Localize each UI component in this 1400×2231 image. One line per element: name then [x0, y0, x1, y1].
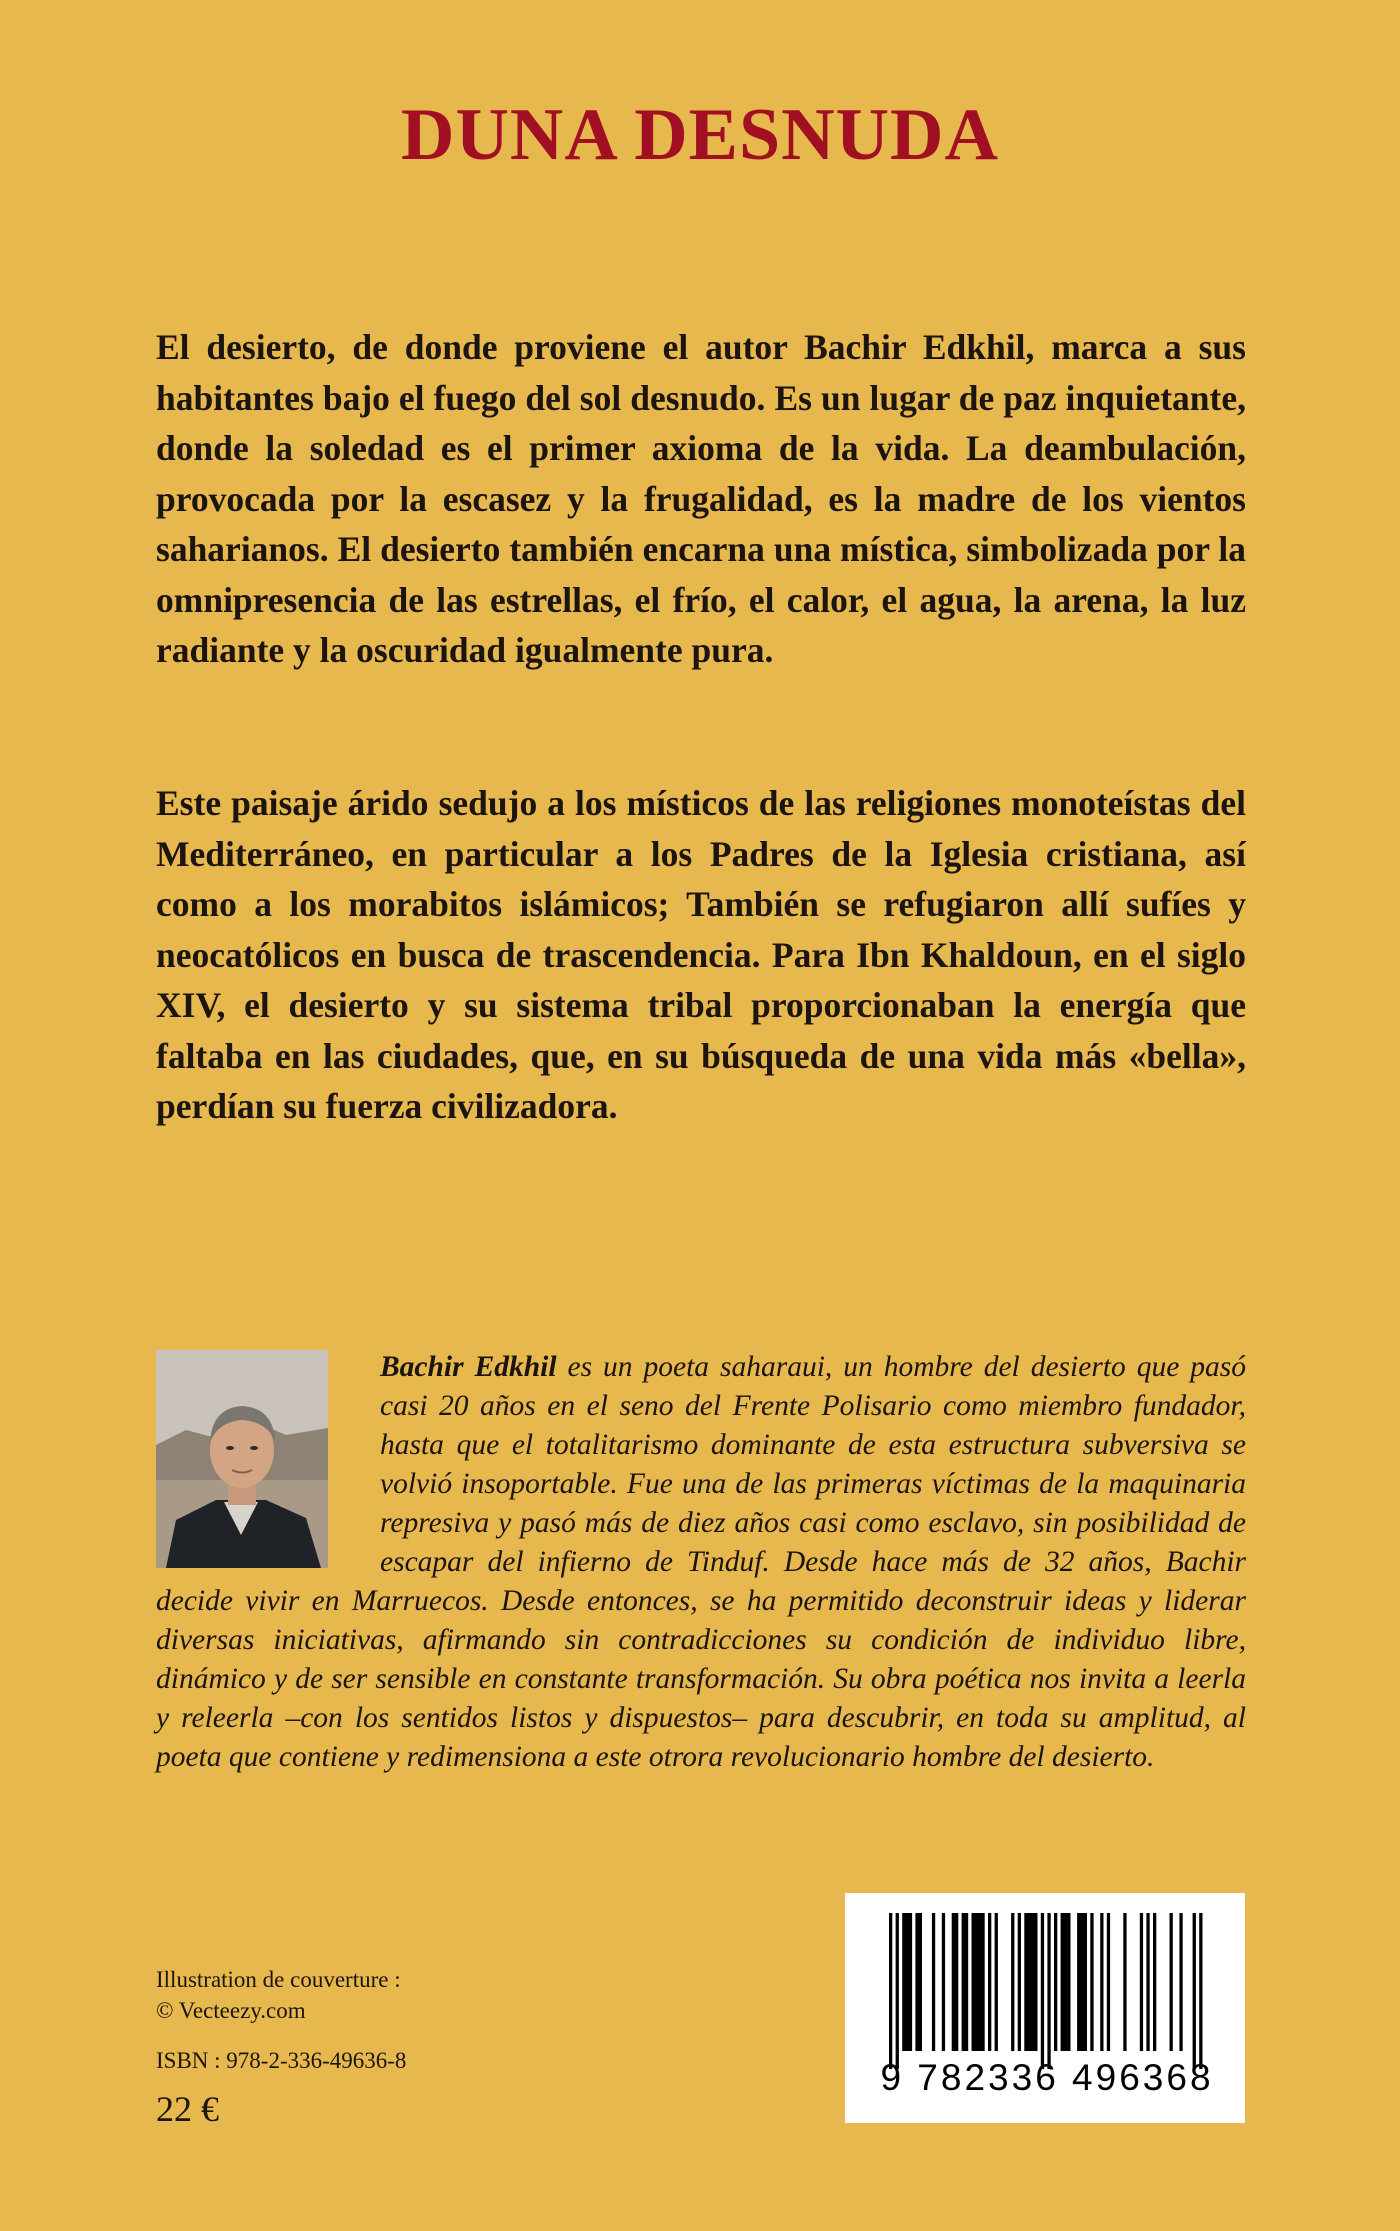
author-photo	[156, 1350, 328, 1568]
barcode-bar	[952, 1913, 959, 2051]
barcode-bar	[1011, 1913, 1014, 2051]
barcode-bar	[1061, 1913, 1071, 2051]
barcode-bar	[1107, 1913, 1110, 2051]
barcode-bar	[1193, 1913, 1196, 2069]
barcode-bar	[896, 1913, 899, 2069]
barcode-bar	[1047, 1913, 1050, 2069]
barcode	[845, 1893, 1245, 2123]
author-bio-text: es un poeta saharaui, un hombre del desierto que pasó casi 20 años en el seno del Frente Polisario como miembro fundador, hasta que el totalitarismo dominante de esta estructura subversiva se volvió insoportable. Fue una de las primeras víctimas de la maquinaria represiva y pasó más de diez años casi como esclavo, sin posibilidad de escapar del infierno de Tinduf. Desde hace más de 32 años, Bachir decide vivir en Marruecos. Desde entonces, se ha permitido deconstruir ideas y liderar diversas iniciativas, afirmando sin contradicciones su condición de individuo libre, dinámico y de ser sensible en constante transformación. Su obra poética nos invita a leerla y releerla –con los sentidos listos y dispuestos– para descubrir, en toda su amplitud, al poeta que contiene y redimensiona a este otrora revolucionario hombre del desierto.	[156, 1351, 1246, 1773]
author-name: Bachir Edkhil	[380, 1351, 557, 1383]
illustration-credit-label: Illustration de couverture :	[156, 1967, 401, 1992]
barcode-bar	[1123, 1913, 1126, 2051]
blurb-paragraph-2: Este paisaje árido sedujo a los místicos de las religiones monoteístas del Mediterráneo, en particular a los Padres de la Iglesia cristiana, así como a los morabitos islámicos; También se refugiaron allí sufíes y neocatólicos en busca de trascendencia. Para Ibn Khaldoun, en el siglo XIV, el desierto y su sistema tribal proporcionaban la energía que faltaba en las ciudades, que, en su búsqueda de una vida más «bella», perdían su fuerza civilizadora.	[156, 783, 1246, 1126]
barcode-bar	[988, 1913, 991, 2051]
barcode-bar	[1153, 1913, 1156, 2051]
book-title: DUNA DESNUDA	[401, 94, 999, 176]
barcode-bar	[1100, 1913, 1103, 2051]
barcode-bar	[1199, 1913, 1202, 2069]
barcode-bar	[995, 1913, 998, 2051]
author-section	[156, 1348, 1246, 1777]
barcode-bar	[1140, 1913, 1143, 2051]
illustration-credit-source: © Vecteezy.com	[156, 1998, 306, 2023]
barcode-bar	[962, 1913, 969, 2051]
barcode-bar	[1077, 1913, 1087, 2051]
barcode-bar	[915, 1913, 922, 2051]
barcode-bar	[1090, 1913, 1093, 2051]
blurb-paragraph-1: El desierto, de donde proviene el autor Bachir Edkhil, marca a sus habitantes bajo el fuego del sol desnudo. Es un lugar de paz inquietante, donde la soledad es el primer axioma de la vida. La deambulación, provocada por la escasez y la frugalidad, es la madre de los vientos saharianos. El desierto también encarna una mística, simbolizada por la omnipresencia de las estrellas, el frío, el calor, el agua, la arena, la luz radiante y la oscuridad igualmente pura.	[156, 327, 1246, 670]
barcode-bar	[932, 1913, 935, 2051]
barcode-bar	[1146, 1913, 1149, 2051]
barcode-bar	[1018, 1913, 1021, 2051]
barcode-bar	[1170, 1913, 1173, 2051]
barcode-digits: 9 782336 496368	[880, 2057, 1214, 2098]
barcode-bar	[1179, 1913, 1182, 2051]
barcode-bar	[1041, 1913, 1044, 2069]
price: 22 €	[156, 2089, 219, 2129]
barcode-bar	[1024, 1913, 1037, 2051]
barcode-bar	[889, 1913, 892, 2069]
barcode-bar	[942, 1913, 945, 2051]
barcode-bar	[1054, 1913, 1057, 2051]
barcode-bar	[972, 1913, 985, 2051]
isbn: ISBN : 978-2-336-49636-8	[156, 2048, 407, 2073]
illustration-credit	[156, 1964, 401, 2026]
barcode-bar	[902, 1913, 912, 2051]
